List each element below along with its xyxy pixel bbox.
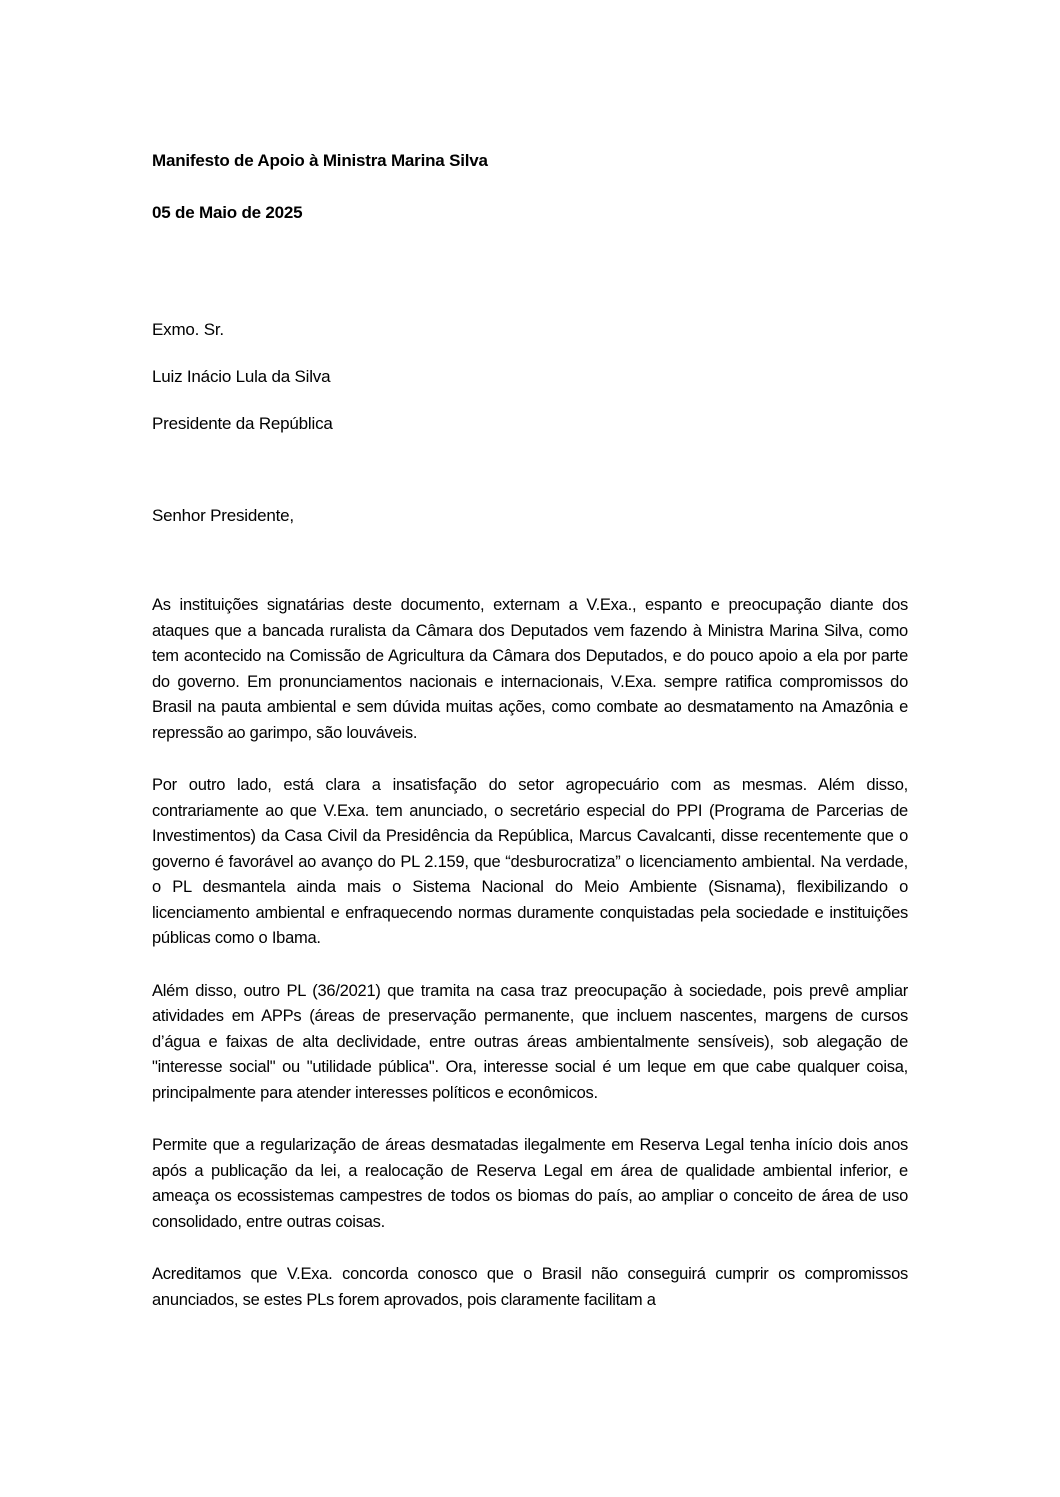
document-date: 05 de Maio de 2025 (152, 203, 303, 222)
paragraph: As instituições signatárias deste documento, externam a V.Exa., espanto e preocupação diante dos ataques que a bancada ruralista da Câmara dos Deputados vem fazendo à Ministra Marina Silva, como tem acontecido na Comissão de Agricultura da Câmara dos Deputados, e do pouco apoio a ela por parte do governo. Em pronunciamentos nacionais e internacionais, V.Exa. sempre ratifica compromissos do Brasil na pauta ambiental e sem dúvida muitas ações, como combate ao desmatamento na Amazônia e repressão ao garimpo, são louváveis. (152, 596, 908, 742)
recipient-name: Luiz Inácio Lula da Silva (152, 367, 331, 386)
letter-body (152, 593, 908, 1313)
recipient-role: Presidente da República (152, 414, 333, 433)
salutation: Senhor Presidente, (152, 506, 294, 525)
recipient-honorific: Exmo. Sr. (152, 320, 224, 339)
document-title: Manifesto de Apoio à Ministra Marina Silva (152, 151, 488, 170)
paragraph: Permite que a regularização de áreas desmatadas ilegalmente em Reserva Legal tenha início dois anos após a publicação da lei, a realocação de Reserva Legal em área de qualidade ambiental inferior, e ameaça os ecossistemas campestres de todos os biomas do país, ao ampliar o conceito de área de uso consolidado, entre outras coisas. (152, 1136, 908, 1231)
paragraph: Por outro lado, está clara a insatisfação do setor agropecuário com as mesmas. Além disso, contrariamente ao que V.Exa. tem anunciado, o secretário especial do PPI (Programa de Parcerias de Investimentos) da Casa Civil da Presidência da República, Marcus Cavalcanti, disse recentemente que o governo é favorável ao avanço do PL 2.159, que “desburocratiza” o licenciamento ambiental. Na verdade, o PL desmantela ainda mais o Sistema Nacional do Meio Ambiente (Sisnama), flexibilizando o licenciamento ambiental e enfraquecendo normas duramente conquistadas pela sociedade e instituições públicas como o Ibama. (152, 776, 908, 947)
paragraph: Além disso, outro PL (36/2021) que tramita na casa traz preocupação à sociedade, pois prevê ampliar atividades em APPs (áreas de preservação permanente, que incluem nascentes, margens de cursos d’água e faixas de alta declividade, entre outras áreas ambientalmente sensíveis), sob alegação de "interesse social" ou "utilidade pública". Ora, interesse social é um leque em que cabe qualquer coisa, principalmente para atender interesses políticos e econômicos. (152, 981, 908, 1102)
paragraph: Acreditamos que V.Exa. concorda conosco que o Brasil não conseguirá cumprir os compromissos anunciados, se estes PLs forem aprovados, pois claramente facilitam a (152, 1265, 908, 1309)
recipient-block (152, 319, 908, 435)
